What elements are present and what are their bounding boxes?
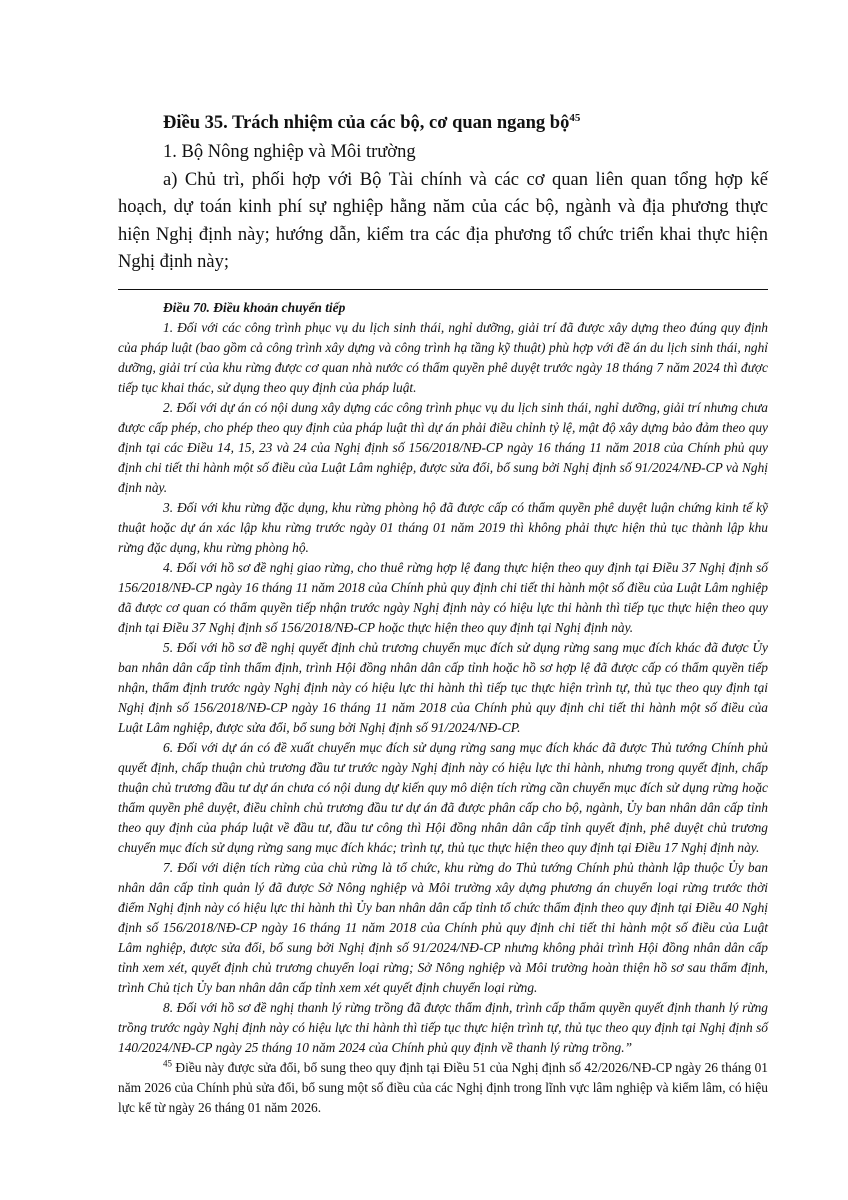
footnote-45: [118, 1058, 768, 1118]
footnote-text: Điều này được sửa đổi, bổ sung theo quy định tại Điều 51 của Nghị định số 42/2026/NĐ-CP ngày 26 tháng 01 năm 2026 của Chính phủ sửa đổi, bổ sung một số điều của các Nghị định trong lĩnh vực lâm nghiệp và kiểm lâm, có hiệu lực kể từ ngày 26 tháng 01 năm 2026.: [118, 1059, 768, 1115]
footnote-item-4: 4. Đối với hồ sơ đề nghị giao rừng, cho thuê rừng hợp lệ đang thực hiện theo quy định tại Điều 37 Nghị định số 156/2018/NĐ-CP ngày 16 tháng 11 năm 2018 của Chính phủ quy định chi tiết thi hành một số điều của Luật Lâm nghiệp đã được cơ quan có thẩm quyền tiếp nhận trước ngày Nghị định này có hiệu lực thi hành thì tiếp tục thực hiện theo quy định tại Điều 37 Nghị định số 156/2018/NĐ-CP hoặc thực hiện theo quy định tại Nghị định này.: [118, 559, 768, 635]
footnote-divider: [118, 289, 768, 290]
clause-1: 1. Bộ Nông nghiệp và Môi trường: [163, 142, 416, 162]
document-page: [118, 110, 768, 1118]
footnote-area: [118, 298, 768, 1118]
footnote-quote-heading: Điều 70. Điều khoản chuyển tiếp: [163, 299, 346, 315]
article-title: [163, 110, 768, 137]
footnote-quote-body: [118, 318, 768, 1058]
footnote-reference[interactable]: 45: [569, 111, 581, 124]
footnote-item-6: 6. Đối với dự án có đề xuất chuyển mục đích sử dụng rừng sang mục đích khác đã được Thủ tướng Chính phủ quyết định, chấp thuận chủ trương đầu tư trước ngày Nghị định này có hiệu lực thi hành, nhưng trong quyết định, chấp thuận chủ trương đầu tư dự án chưa có nội dung dự kiến quy mô diện tích rừng cần chuyển mục đích sử dụng rừng hoặc thẩm quyền phê duyệt, điều chỉnh chủ trương đầu tư dự án đã được phân cấp cho bộ, ngành, Ủy ban nhân dân cấp tỉnh theo quy định của pháp luật về đầu tư, đầu tư công thì Hội đồng nhân dân cấp tỉnh quyết định, phê duyệt chủ trương chuyển mục đích sử dụng rừng sang mục đích khác; trình tự, thủ tục thực hiện theo quy định tại Điều 17 Nghị định này.: [118, 739, 768, 855]
footnote-item-5: 5. Đối với hồ sơ đề nghị quyết định chủ trương chuyển mục đích sử dụng rừng sang mục đích khác đã được Ủy ban nhân dân cấp tỉnh thẩm định, trình Hội đồng nhân dân cấp tỉnh hoặc hồ sơ hợp lệ đã được cấp có thẩm quyền tiếp nhận, thẩm định trước ngày Nghị định này có hiệu lực thi hành thì tiếp tục thực hiện trình tự, thủ tục theo quy định tại Nghị định số 156/2018/NĐ-CP ngày 16 tháng 11 năm 2018 của Chính phủ quy định chi tiết thi hành một số điều của Luật Lâm nghiệp, được sửa đổi, bổ sung bởi Nghị định số 91/2024/NĐ-CP.: [118, 639, 768, 735]
footnote-item-2: 2. Đối với dự án có nội dung xây dựng các công trình phục vụ du lịch sinh thái, nghỉ dưỡng, giải trí nhưng chưa được cấp phép, cho phép theo quy định của pháp luật thì dự án phải điều chỉnh tỷ lệ, mật độ xây dựng bảo đảm theo quy định tại các Điều 14, 15, 23 và 24 của Nghị định số 156/2018/NĐ-CP ngày 16 tháng 11 năm 2018 của Chính phủ quy định chi tiết thi hành một số điều của Luật Lâm nghiệp, được sửa đổi, bổ sung bởi Nghị định số 91/2024/NĐ-CP và Nghị định này.: [118, 399, 768, 495]
footnote-item-8: 8. Đối với hồ sơ đề nghị thanh lý rừng trồng đã được thẩm định, trình cấp thẩm quyền quyết định thanh lý rừng trồng trước ngày Nghị định này có hiệu lực thi hành thì tiếp tục thực hiện trình tự, thủ tục theo quy định tại Nghị định số 140/2024/NĐ-CP ngày 25 tháng 10 năm 2024 của Chính phủ quy định về thanh lý rừng trồng.”: [118, 999, 768, 1055]
article-title-text: Điều 35. Trách nhiệm của các bộ, cơ quan ngang bộ: [163, 113, 570, 133]
footnote-number: 45: [163, 1058, 172, 1069]
footnote-item-3: 3. Đối với khu rừng đặc dụng, khu rừng phòng hộ đã được cấp có thẩm quyền phê duyệt luận chứng kinh tế kỹ thuật hoặc dự án xác lập khu rừng trước ngày 01 tháng 01 năm 2019 thì không phải thực hiện thủ tục thành lập khu rừng đặc dụng, khu rừng phòng hộ.: [118, 499, 768, 555]
footnote-item-1: 1. Đối với các công trình phục vụ du lịch sinh thái, nghỉ dưỡng, giải trí đã được xây dựng theo đúng quy định của pháp luật (bao gồm cả công trình xây dựng và công trình hạ tầng kỹ thuật) phù hợp với đề án du lịch sinh thái, nghỉ dưỡng, giải trí của khu rừng được cơ quan nhà nước có thẩm quyền phê duyệt trước ngày 18 tháng 7 năm 2024 thì được tiếp tục khai thác, sử dụng theo quy định của pháp luật.: [118, 319, 768, 395]
footnote-item-7: 7. Đối với diện tích rừng của chủ rừng là tổ chức, khu rừng do Thủ tướng Chính phủ thành lập thuộc Ủy ban nhân dân cấp tỉnh quản lý đã được Sở Nông nghiệp và Môi trường xây dựng phương án chuyển loại rừng trước thời điểm Nghị định này có hiệu lực thi hành thì Ủy ban nhân dân cấp tỉnh tổ chức thẩm định theo quy định tại Điều 40 Nghị định số 156/2018/NĐ-CP ngày 16 tháng 11 năm 2018 của Chính phủ quy định chi tiết thi hành một số điều của Luật Lâm nghiệp, được sửa đổi, bổ sung bởi Nghị định số 91/2024/NĐ-CP nhưng không phải trình Hội đồng nhân dân cấp tỉnh xem xét, quyết định chủ trương chuyển loại rừng; Sở Nông nghiệp và Môi trường hoàn thiện hồ sơ sau thẩm định, trình Chủ tịch Ủy ban nhân dân cấp tỉnh xem xét quyết định chuyển loại rừng.: [118, 859, 768, 995]
point-a: a) Chủ trì, phối hợp với Bộ Tài chính và các cơ quan liên quan tổng hợp kế hoạch, dự toán kinh phí sự nghiệp hằng năm của các bộ, ngành và địa phương thực hiện Nghị định này; hướng dẫn, kiểm tra các địa phương tổ chức triển khai thực hiện Nghị định này;: [118, 169, 768, 272]
